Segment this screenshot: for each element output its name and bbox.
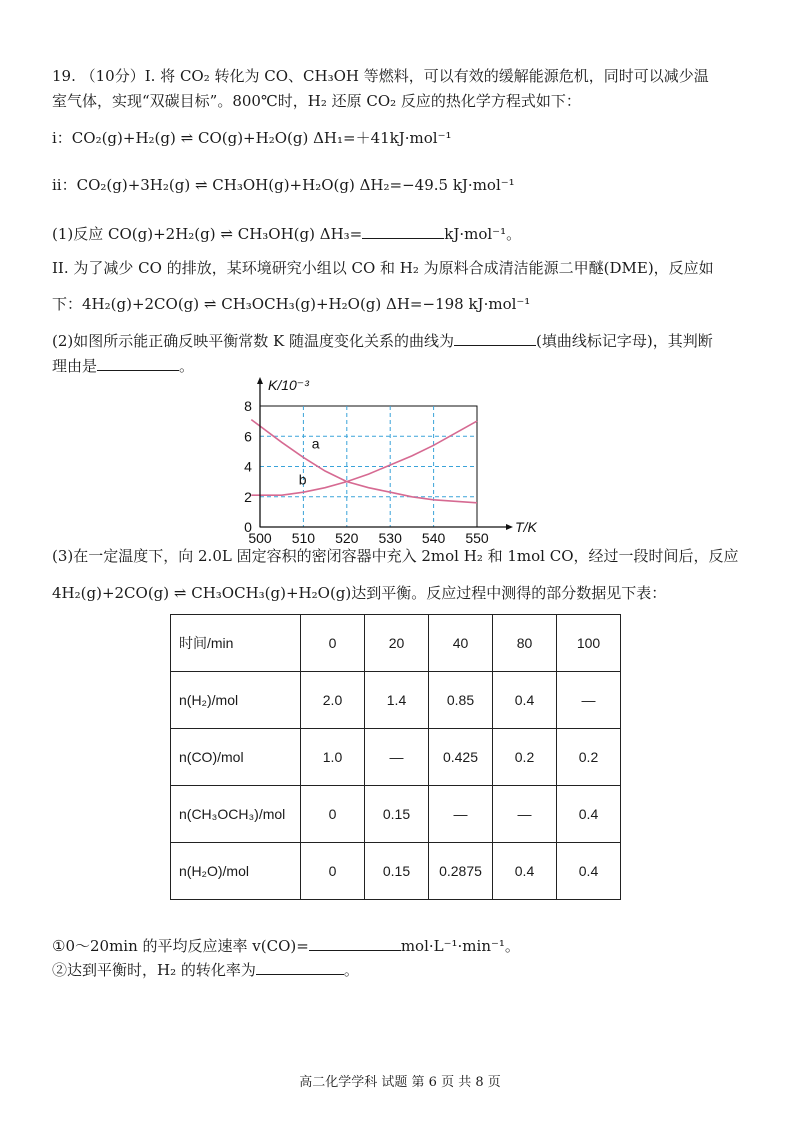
sub-question-1-suffix: mol·L⁻¹·min⁻¹。 [400, 937, 520, 955]
table-row [171, 729, 621, 786]
table-cell: 0.425 [429, 729, 493, 786]
table-row-label: n(H₂O)/mol [171, 843, 301, 900]
question-2-line2-suffix: 。 [179, 357, 195, 375]
chart-grid [260, 406, 477, 527]
answer-blank-rate[interactable] [309, 935, 401, 951]
equation-ii: ii：CO₂(g)+3H₂(g) ⇌ CH₃OH(g)+H₂O(g) ΔH₂=−49.5 kJ·mol⁻¹ [52, 176, 515, 194]
question-2-prefix: (2)如图所示能正确反映平衡常数 K 随温度变化关系的曲线为 [52, 332, 454, 350]
table-cell: 0.15 [365, 843, 429, 900]
table-header-label: 时间/min [171, 615, 301, 672]
table-cell: 1.4 [365, 672, 429, 729]
intro-line-2: 室气体，实现“双碳目标”。800℃时，H₂ 还原 CO₂ 反应的热化学方程式如下： [52, 92, 581, 110]
table-cell: 0.85 [429, 672, 493, 729]
table-cell: 0.2 [493, 729, 557, 786]
chart-curves [251, 420, 477, 503]
y-tick-label: 4 [244, 458, 252, 475]
x-tick-label: 550 [465, 530, 489, 544]
table-row [171, 672, 621, 729]
curve-label-b: b [298, 471, 307, 488]
table-cell: 0.2875 [429, 843, 493, 900]
answer-blank-curve[interactable] [454, 330, 536, 346]
y-tick-label: 8 [244, 398, 252, 414]
x-axis-arrow [506, 524, 513, 530]
table-cell: 0.2 [557, 729, 621, 786]
x-tick-label: 500 [248, 530, 272, 544]
sub-question-1 [52, 935, 520, 956]
table-cell: 0.4 [557, 786, 621, 843]
x-tick-label: 530 [378, 530, 402, 544]
table-cell: 0.4 [557, 843, 621, 900]
table-cell: 0 [301, 843, 365, 900]
table-row-label: n(H₂)/mol [171, 672, 301, 729]
sub-question-2-prefix: ②达到平衡时，H₂ 的转化率为 [52, 961, 256, 979]
table-cell: — [493, 786, 557, 843]
question-1-suffix: kJ·mol⁻¹。 [444, 225, 522, 243]
sub-question-2-suffix: 。 [343, 961, 359, 979]
question-3-line-2: 4H₂(g)+2CO(g) ⇌ CH₃OCH₃(g)+H₂O(g)达到平衡。反应过程中测得的部分数据见下表： [52, 584, 667, 602]
table-cell: 0.4 [493, 672, 557, 729]
table-header-time: 80 [493, 615, 557, 672]
table-cell: 0.4 [493, 843, 557, 900]
answer-blank-conversion[interactable] [256, 959, 344, 975]
table-row-label: n(CO)/mol [171, 729, 301, 786]
question-2-line-1 [52, 330, 713, 351]
k-vs-temperature-chart [232, 372, 552, 544]
question-3-line-1: (3)在一定温度下，向 2.0L 固定容积的密闭容器中充入 2mol H₂ 和 1mol CO，经过一段时间后，反应 [52, 547, 739, 565]
part-2-line-1: II. 为了减少 CO 的排放，某环境研究小组以 CO 和 H₂ 为原料合成清洁能源二甲醚(DME)，反应如 [52, 259, 714, 277]
sub-question-1-prefix: ①0～20min 的平均反应速率 v(CO)= [52, 937, 309, 955]
data-table [170, 614, 621, 900]
question-2-line2-prefix: 理由是 [52, 357, 98, 375]
curve-label-a: a [311, 435, 320, 452]
table-row-label: n(CH₃OCH₃)/mol [171, 786, 301, 843]
y-tick-label: 0 [244, 519, 252, 535]
table-header-time: 0 [301, 615, 365, 672]
table-cell: 2.0 [301, 672, 365, 729]
curve-b [251, 421, 477, 495]
table-cell: 0.15 [365, 786, 429, 843]
x-tick-label: 510 [291, 530, 316, 544]
part-2-line-2: 下：4H₂(g)+2CO(g) ⇌ CH₃OCH₃(g)+H₂O(g) ΔH=−198 kJ·mol⁻¹ [52, 295, 531, 313]
x-tick-label: 520 [335, 530, 359, 544]
page-footer: 高二化学学科 试题 第 6 页 共 8 页 [299, 1075, 501, 1090]
table-cell: — [429, 786, 493, 843]
table-row [171, 786, 621, 843]
chart-axes [257, 377, 513, 530]
x-tick-label: 540 [421, 530, 446, 544]
table-cell: — [557, 672, 621, 729]
table-header-time: 100 [557, 615, 621, 672]
y-tick-label: 6 [244, 428, 252, 445]
question-2-line-2 [52, 355, 194, 376]
intro-line-1: 19. （10分）I. 将 CO₂ 转化为 CO、CH₃OH 等燃料，可以有效的缓解能源危机，同时可以减少温 [52, 67, 709, 85]
question-2-suffix: (填曲线标记字母)，其判断 [536, 332, 713, 350]
table-header-time: 40 [429, 615, 493, 672]
y-axis-arrow [257, 377, 263, 384]
table-cell: 0 [301, 786, 365, 843]
curve-a [251, 420, 477, 503]
y-tick-label: 2 [244, 488, 252, 505]
question-1-prefix: (1)反应 CO(g)+2H₂(g) ⇌ CH₃OH(g) ΔH₃= [52, 225, 363, 243]
y-axis-title: K/10⁻³ [268, 377, 309, 393]
answer-blank-dh3[interactable] [362, 223, 444, 239]
sub-question-2 [52, 959, 359, 980]
table-cell: 1.0 [301, 729, 365, 786]
table-row [171, 843, 621, 900]
question-1 [52, 223, 521, 244]
chart-labels [244, 377, 537, 544]
table-header-time: 20 [365, 615, 429, 672]
table-header-row [171, 615, 621, 672]
equation-i: i：CO₂(g)+H₂(g) ⇌ CO(g)+H₂O(g) ΔH₁=＋41kJ·mol⁻¹ [52, 129, 452, 147]
answer-blank-reason[interactable] [97, 355, 179, 371]
table-cell: — [365, 729, 429, 786]
x-axis-title: T/K [515, 519, 537, 535]
